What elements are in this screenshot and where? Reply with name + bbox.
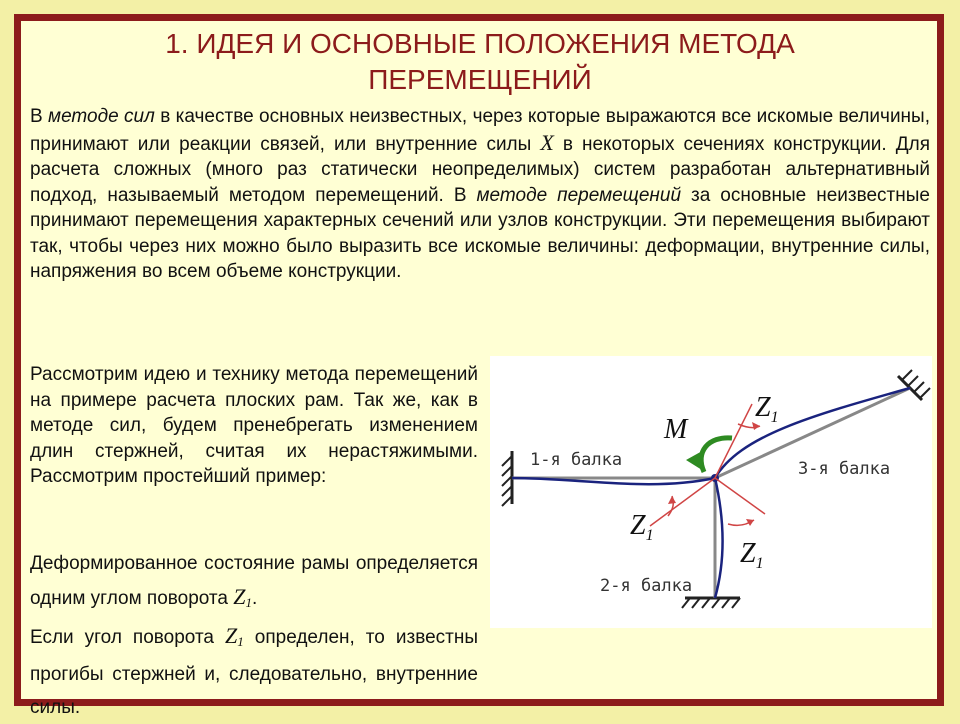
p3-text-4: определен, то известны прогибы стержней и, следовательно, внутренние силы. bbox=[30, 627, 478, 718]
slide-title bbox=[0, 26, 960, 98]
deformed-state-paragraph bbox=[30, 547, 478, 724]
title-line-2: ПЕРЕМЕЩЕНИЙ bbox=[368, 64, 592, 95]
p3-z-a: Z bbox=[233, 584, 246, 609]
title-line-1: 1. ИДЕЯ И ОСНОВНЫЕ ПОЛОЖЕНИЯ МЕТОДА bbox=[165, 28, 795, 59]
angle-label-left: Z1 bbox=[630, 510, 654, 544]
p3-text-3: Если угол поворота bbox=[30, 627, 226, 648]
right-support-icon bbox=[898, 370, 930, 400]
p3-symbol-z1-b bbox=[225, 623, 244, 648]
moment-arrow-icon bbox=[686, 438, 732, 472]
angle-label-top: Z1 bbox=[755, 392, 779, 426]
deformed-frame bbox=[512, 388, 910, 598]
p1-text-1: В bbox=[30, 106, 49, 127]
beam-1-label: 1-я балка bbox=[530, 450, 623, 470]
frame-diagram bbox=[490, 356, 932, 628]
p1-force-method: методе сил bbox=[48, 106, 155, 127]
frame-diagram-svg bbox=[490, 356, 932, 628]
p3-z-b: Z bbox=[225, 623, 238, 648]
bottom-support-icon bbox=[682, 598, 740, 608]
p3-text-2: . bbox=[252, 588, 258, 609]
example-paragraph: Рассмотрим идею и технику метода перемещений на примере расчета плоских рам. Так же, как в методе сил, будем пренебрегать изменением длин стержней, считая их нерастяжимыми. Рассмотрим простейший пример: bbox=[30, 364, 478, 487]
p1-text-4: за основные неизвестные принимают перемещения характерных сечений или узлов конструкции. Эти перемещения выбирают так, чтобы через них можно было выразить все искомые величины: деформации, внутренние силы, напряжения во всем объеме конструкции. bbox=[30, 184, 930, 282]
p3-text-1: Деформированное состояние рамы определяется одним углом поворота bbox=[30, 553, 478, 609]
p1-displacement-method: методе перемещений bbox=[476, 184, 682, 206]
p3-z-index-b: 1 bbox=[237, 634, 244, 649]
beam-3-label: 3-я балка bbox=[798, 459, 891, 479]
p3-symbol-z1-a bbox=[233, 584, 252, 609]
p1-symbol-x: X bbox=[540, 129, 554, 155]
moment-label: M bbox=[664, 414, 688, 445]
undeformed-frame bbox=[512, 388, 910, 598]
p1-text-3: в некоторых сечениях конструкции. Для расчета сложных (много раз статически неопределимых) систем разработан альтернативный подход, называемый методом перемещений. В bbox=[30, 133, 930, 206]
left-support-icon bbox=[502, 451, 512, 506]
beam-2-label: 2-я балка bbox=[600, 576, 693, 596]
p1-text-2: в качестве основных неизвестных, через которые выражаются все искомые величины, принимают или реакции связей, или внутренние силы bbox=[30, 106, 930, 155]
intro-paragraph bbox=[30, 104, 930, 285]
angle-label-bottom: Z1 bbox=[740, 538, 764, 572]
p3-z-index-a: 1 bbox=[245, 595, 253, 610]
